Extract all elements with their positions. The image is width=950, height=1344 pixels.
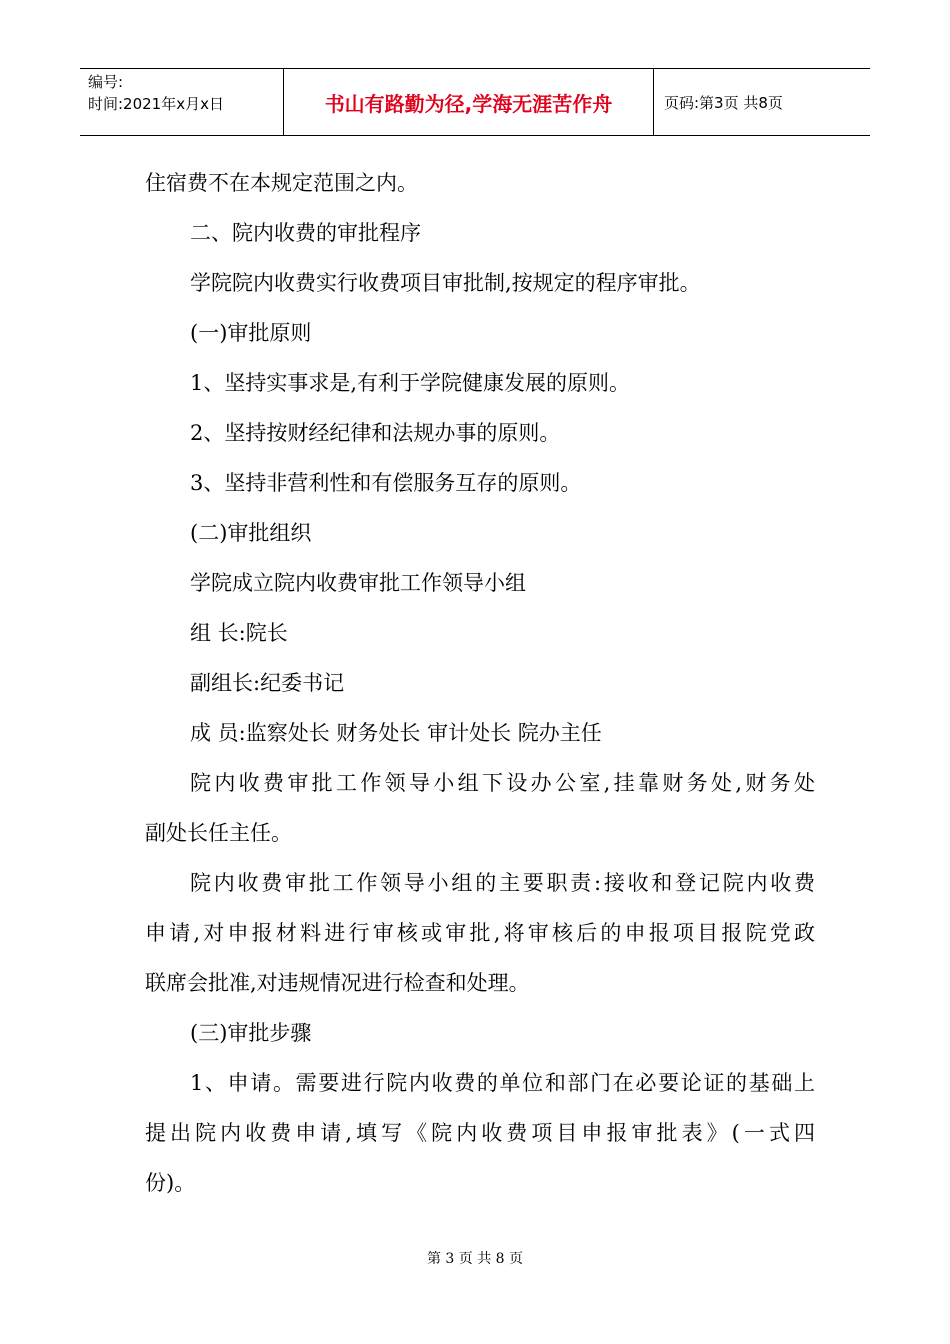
section-heading: 二、院内收费的审批程序 [190, 221, 421, 245]
body-line: 院内收费审批工作领导小组下设办公室,挂靠财务处,财务处 [190, 771, 815, 795]
header-motto: 书山有路勤为径,学海无涯苦作舟 [284, 69, 654, 135]
body-line: 学院院内收费实行收费项目审批制,按规定的程序审批。 [190, 271, 701, 295]
body-line: 组 长:院长 [190, 621, 288, 645]
number-label: 编号: [88, 73, 124, 91]
subsection-heading: (三)审批步骤 [190, 1021, 312, 1045]
page-footer: 第 3 页 共 8 页 [426, 1251, 524, 1267]
body-line: 学院成立院内收费审批工作领导小组 [190, 571, 526, 595]
page-header [80, 68, 870, 136]
subsection-heading: (一)审批原则 [190, 321, 312, 345]
body-line: 1、坚持实事求是,有利于学院健康发展的原则。 [190, 371, 631, 395]
body-line: 副组长:纪委书记 [190, 671, 345, 695]
header-page-code: 页码:第3页 共8页 [664, 93, 783, 112]
header-meta [80, 69, 284, 135]
body-line: 副处长任主任。 [145, 821, 292, 845]
body-line: 3、坚持非营利性和有偿服务互存的原则。 [190, 471, 582, 495]
body-line: 院内收费审批工作领导小组的主要职责:接收和登记院内收费 [190, 871, 815, 895]
body-line: 申请,对申报材料进行审核或审批,将审核后的申报项目报院党政 [145, 921, 815, 945]
subsection-heading: (二)审批组织 [190, 521, 312, 545]
body-line: 1、申请。需要进行院内收费的单位和部门在必要论证的基础上 [190, 1071, 815, 1095]
body-line: 提出院内收费申请,填写《院内收费项目申报审批表》(一式四 [145, 1121, 815, 1145]
body-line: 成 员:监察处长 财务处长 审计处长 院办主任 [190, 721, 602, 745]
time-label: 时间:2021年x月x日 [88, 95, 224, 113]
body-line: 2、坚持按财经纪律和法规办事的原则。 [190, 421, 561, 445]
body-line: 住宿费不在本规定范围之内。 [145, 171, 418, 195]
body-line: 联席会批准,对违规情况进行检查和处理。 [145, 971, 530, 995]
body-line: 份)。 [145, 1171, 196, 1195]
